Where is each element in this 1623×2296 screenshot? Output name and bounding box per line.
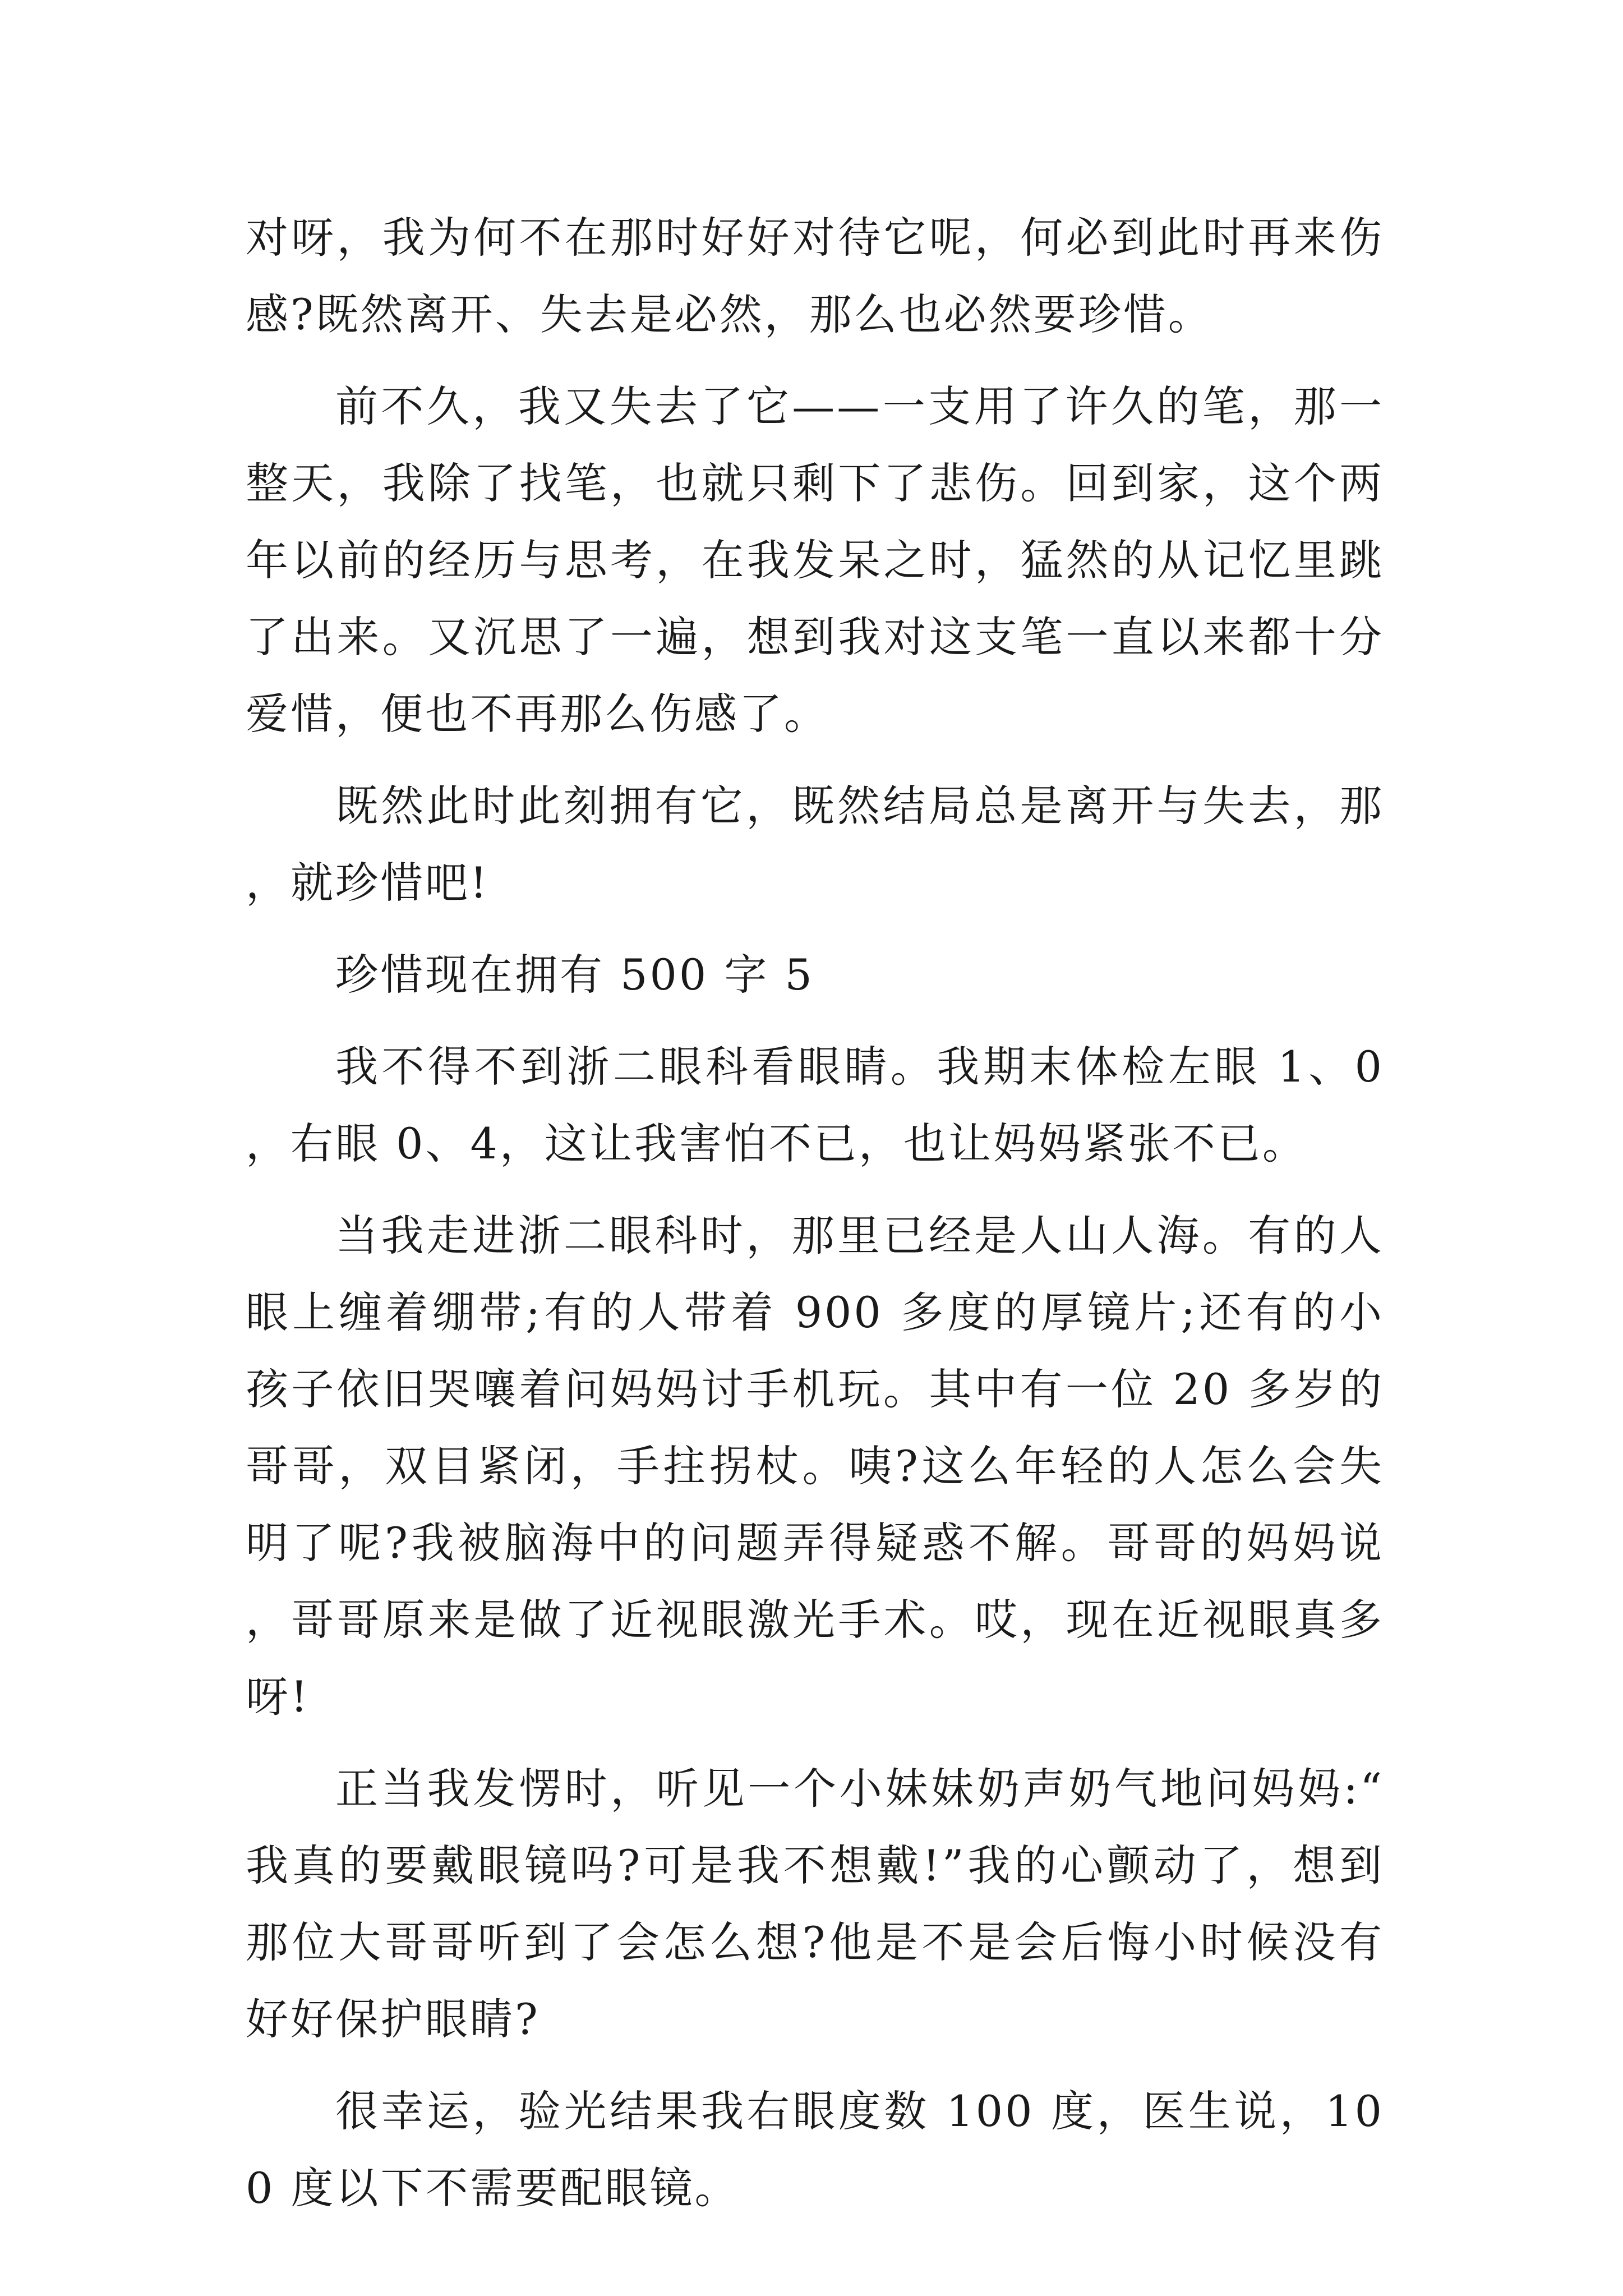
paragraph-result: 很幸运，验光结果我右眼度数 100 度，医生说，100 度以下不需要配眼镜。 (246, 2086, 1384, 2213)
paragraph-eye-exam: 我不得不到浙二眼科看眼睛。我期末体检左眼 1、0，右眼 0、4，这让我害怕不已，也让妈妈紧张不已。 (246, 1042, 1384, 1168)
paragraph-continuation: 对呀，我为何不在那时好好对待它呢，何必到此时再来伤感?既然离开、失去是必然，那么也必然要珍惜。 (246, 213, 1384, 339)
paragraph-lost-pen: 前不久，我又失去了它——一支用了许久的笔，那一整天，我除了找笔，也就只剩下了悲伤。回到家，这个两年以前的经历与思考，在我发呆之时，猛然的从记忆里跳了出来。又沉思了一遍，想到我对这支笔一直以来都十分爱惜，便也不再那么伤感了。 (246, 381, 1384, 739)
paragraph-hospital-scene: 当我走进浙二眼科时，那里已经是人山人海。有的人眼上缠着绷带;有的人带着 900 多度的厚镜片;还有的小孩子依旧哭嚷着问妈妈讨手机玩。其中有一位 20 多岁的哥哥，双目紧闭，手拄拐杖。咦?这么年轻的人怎么会失明了呢?我被脑海中的问题弄得疑惑不解。哥哥的妈妈说，哥哥原来是做了近视眼激光手术。哎，现在近视眼真多呀! (246, 1211, 1384, 1722)
document-body (246, 199, 1384, 2242)
essay-title: 珍惜现在拥有 500 字 5 (335, 950, 814, 1000)
paragraph-cherish-conclusion: 既然此时此刻拥有它，既然结局总是离开与失去，那，就珍惜吧! (246, 781, 1384, 908)
paragraph-little-sister: 正当我发愣时，听见一个小妹妹奶声奶气地问妈妈:“我真的要戴眼镜吗?可是我不想戴!”我的心颤动了，想到那位大哥哥听到了会怎么想?他是不是会后悔小时候没有好好保护眼睛? (246, 1764, 1384, 2044)
